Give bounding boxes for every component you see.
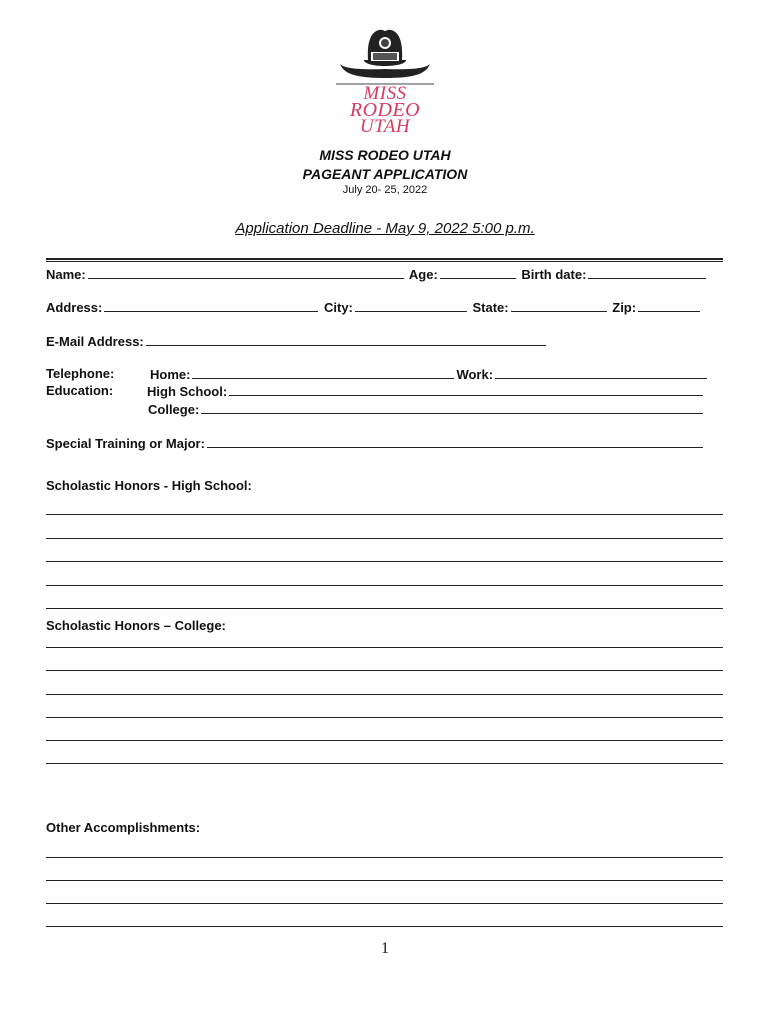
email-label: E-Mail Address: <box>46 334 144 349</box>
logo-text-rodeo: RODEO <box>349 99 421 121</box>
honors-high-school-line[interactable] <box>46 608 723 609</box>
honors-high-school-line[interactable] <box>46 585 723 586</box>
state-field[interactable] <box>511 299 607 312</box>
zip-label: Zip: <box>612 300 637 315</box>
zip-field[interactable] <box>638 299 700 312</box>
email-field[interactable] <box>146 333 546 346</box>
address-label: Address: <box>46 300 103 315</box>
other-accomplishments-line[interactable] <box>46 880 723 881</box>
telephone-row <box>150 366 709 382</box>
name-field[interactable] <box>88 266 404 279</box>
age-field[interactable] <box>440 266 516 279</box>
college-row <box>148 401 705 417</box>
honors-college-line[interactable] <box>46 763 723 764</box>
honors-college-line[interactable] <box>46 717 723 718</box>
special-training-row <box>46 435 705 451</box>
logo-text-utah: UTAH <box>359 116 411 137</box>
page-title: MISS RODEO UTAH <box>319 147 451 163</box>
address-row <box>46 299 702 315</box>
work-phone-label: Work: <box>456 367 494 382</box>
honors-high-school-line[interactable] <box>46 514 723 515</box>
high-school-label: High School: <box>147 384 228 399</box>
application-deadline: Application Deadline - May 9, 2022 5:00 p.m. <box>235 220 535 237</box>
other-accomplishments-line[interactable] <box>46 903 723 904</box>
honors-high-school-heading: Scholastic Honors - High School: <box>46 478 252 493</box>
miss-rodeo-utah-logo <box>334 26 436 138</box>
education-label: Education: <box>46 383 114 398</box>
email-row <box>46 333 548 349</box>
honors-college-heading: Scholastic Honors – College: <box>46 618 226 633</box>
age-label: Age: <box>408 267 438 282</box>
college-field[interactable] <box>201 401 703 414</box>
honors-college-line[interactable] <box>46 740 723 741</box>
other-accomplishments-heading: Other Accomplishments: <box>46 820 201 835</box>
name-row <box>46 266 708 282</box>
high-school-field[interactable] <box>229 383 703 396</box>
college-label: College: <box>148 402 200 417</box>
header-divider <box>46 258 723 262</box>
honors-college-line[interactable] <box>46 647 723 648</box>
special-training-field[interactable] <box>207 435 703 448</box>
honors-high-school-line[interactable] <box>46 561 723 562</box>
special-training-label: Special Training or Major: <box>46 436 205 451</box>
other-accomplishments-line[interactable] <box>46 857 723 858</box>
birth-date-label: Birth date: <box>521 267 587 282</box>
pageant-dates: July 20- 25, 2022 <box>342 184 428 196</box>
page-subtitle: PAGEANT APPLICATION <box>302 166 468 182</box>
page-number: 1 <box>381 940 389 957</box>
home-phone-field[interactable] <box>192 366 454 379</box>
city-field[interactable] <box>355 299 467 312</box>
address-field[interactable] <box>104 299 318 312</box>
cowboy-hat-icon <box>334 26 436 86</box>
birth-date-field[interactable] <box>588 266 706 279</box>
other-accomplishments-line[interactable] <box>46 926 723 927</box>
name-label: Name: <box>46 267 86 282</box>
work-phone-field[interactable] <box>495 366 707 379</box>
honors-college-line[interactable] <box>46 670 723 671</box>
home-phone-label: Home: <box>150 367 191 382</box>
logo-text-miss: MISS <box>363 83 407 104</box>
high-school-row <box>147 383 705 399</box>
city-label: City: <box>323 300 353 315</box>
honors-high-school-line[interactable] <box>46 538 723 539</box>
telephone-label: Telephone: <box>46 366 115 381</box>
honors-college-line[interactable] <box>46 694 723 695</box>
state-label: State: <box>472 300 509 315</box>
